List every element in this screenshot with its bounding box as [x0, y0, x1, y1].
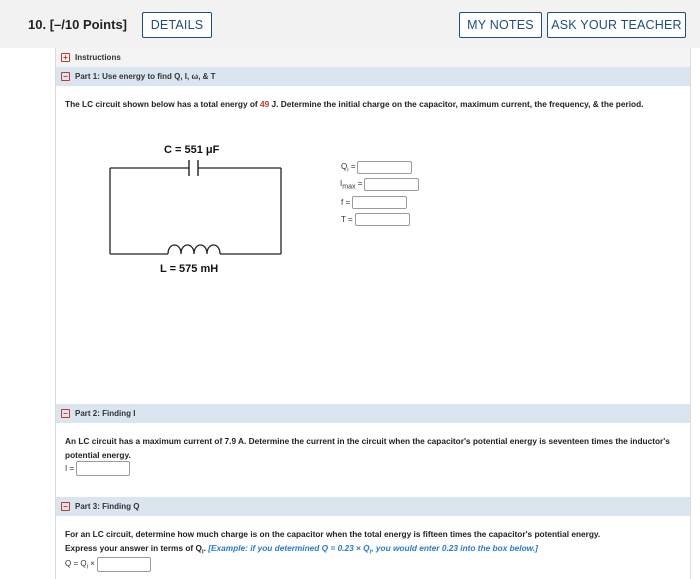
imax-symbol: I	[340, 178, 343, 188]
f-equals: =	[345, 198, 351, 207]
charge-ratio-input[interactable]	[97, 557, 151, 572]
part3-label: Part 3: Finding Q	[75, 502, 140, 511]
imax-subscript: max	[342, 183, 356, 191]
hint-end: , you would enter 0.23 into the box below.]	[371, 543, 538, 553]
part3-answer-label	[65, 559, 95, 571]
part3-hint	[208, 543, 538, 556]
collapse-icon[interactable]: −	[61, 409, 70, 418]
part2-question-text: An LC circuit has a maximum current of 7.9 A. Determine the current in the circuit when the capacitor's potential energy is seventeen times the inductor's potential energy.	[65, 436, 670, 460]
question-content	[55, 48, 691, 579]
part3-line2-end: .	[203, 543, 209, 553]
part3-bar[interactable]	[56, 497, 690, 516]
t-equals: =	[347, 215, 353, 224]
part3-q-label: Q = Q	[65, 558, 87, 568]
part3-times: ×	[87, 558, 95, 568]
current-input[interactable]	[76, 461, 130, 476]
part3-text-line2	[65, 543, 209, 556]
question-title	[28, 17, 127, 32]
question-header	[0, 0, 700, 48]
qi-subscript: i	[347, 167, 349, 174]
part1-text-end: J. Determine the initial charge on the capacitor, maximum current, the frequency, & the period.	[269, 99, 644, 109]
qi-input[interactable]	[357, 161, 412, 174]
t-answer-row	[341, 213, 410, 226]
expand-icon[interactable]: +	[61, 53, 70, 62]
part1-text-start: The LC circuit shown below has a total energy of	[65, 99, 261, 109]
collapse-icon[interactable]: −	[61, 502, 70, 511]
part2-answer-label: I =	[65, 464, 75, 473]
qi-answer-row	[341, 161, 412, 174]
qi-equals: =	[350, 161, 356, 171]
ask-your-teacher-button[interactable]: ASK YOUR TEACHER	[547, 12, 686, 38]
imax-equals: =	[357, 178, 363, 188]
part3-line2-sub: i	[201, 549, 204, 556]
imax-label	[340, 179, 362, 191]
instructions-label: Instructions	[75, 53, 121, 62]
part3-q-sub: i	[86, 564, 88, 571]
hint-start: [Example: if you determined Q = 0.23 × Q	[208, 543, 370, 553]
part2-bar[interactable]	[56, 404, 690, 423]
part1-question-text	[65, 97, 680, 111]
capacitor-label: C = 551 μF	[164, 144, 220, 156]
collapse-icon[interactable]: −	[61, 72, 70, 81]
lc-circuit-diagram	[106, 156, 286, 268]
energy-value: 49	[260, 99, 270, 109]
f-answer-row	[341, 196, 407, 209]
t-input[interactable]	[355, 213, 410, 226]
details-button[interactable]: DETAILS	[142, 12, 212, 38]
question-points: [–/10 Points]	[49, 17, 127, 32]
part3-line2-start: Express your answer in terms of Q	[65, 543, 202, 553]
my-notes-button[interactable]: MY NOTES	[459, 12, 542, 38]
inductor-label: L = 575 mH	[160, 263, 219, 275]
qi-label	[341, 162, 355, 174]
part2-answer-row	[65, 461, 130, 476]
f-symbol: f	[341, 198, 344, 207]
part3-text-line1: For an LC circuit, determine how much charge is on the capacitor when the total energy is fifteen times the capacitor's potential energy.	[65, 529, 601, 539]
part1-label: Part 1: Use energy to find Q, I, ω, & T	[75, 72, 216, 81]
instructions-bar[interactable]	[56, 48, 690, 67]
part3-question-text	[65, 527, 680, 560]
part1-bar[interactable]	[56, 67, 690, 86]
part2-label: Part 2: Finding I	[75, 409, 136, 418]
qi-symbol: Q	[341, 161, 348, 171]
inductor-coil	[168, 245, 220, 254]
t-symbol: T	[341, 215, 346, 224]
part3-answer-row	[65, 557, 151, 572]
imax-answer-row	[340, 178, 419, 191]
question-number: 10.	[28, 17, 47, 32]
f-input[interactable]	[352, 196, 407, 209]
t-label	[341, 215, 353, 224]
hint-sub: i	[369, 549, 372, 556]
imax-input[interactable]	[364, 178, 419, 191]
f-label	[341, 198, 350, 207]
